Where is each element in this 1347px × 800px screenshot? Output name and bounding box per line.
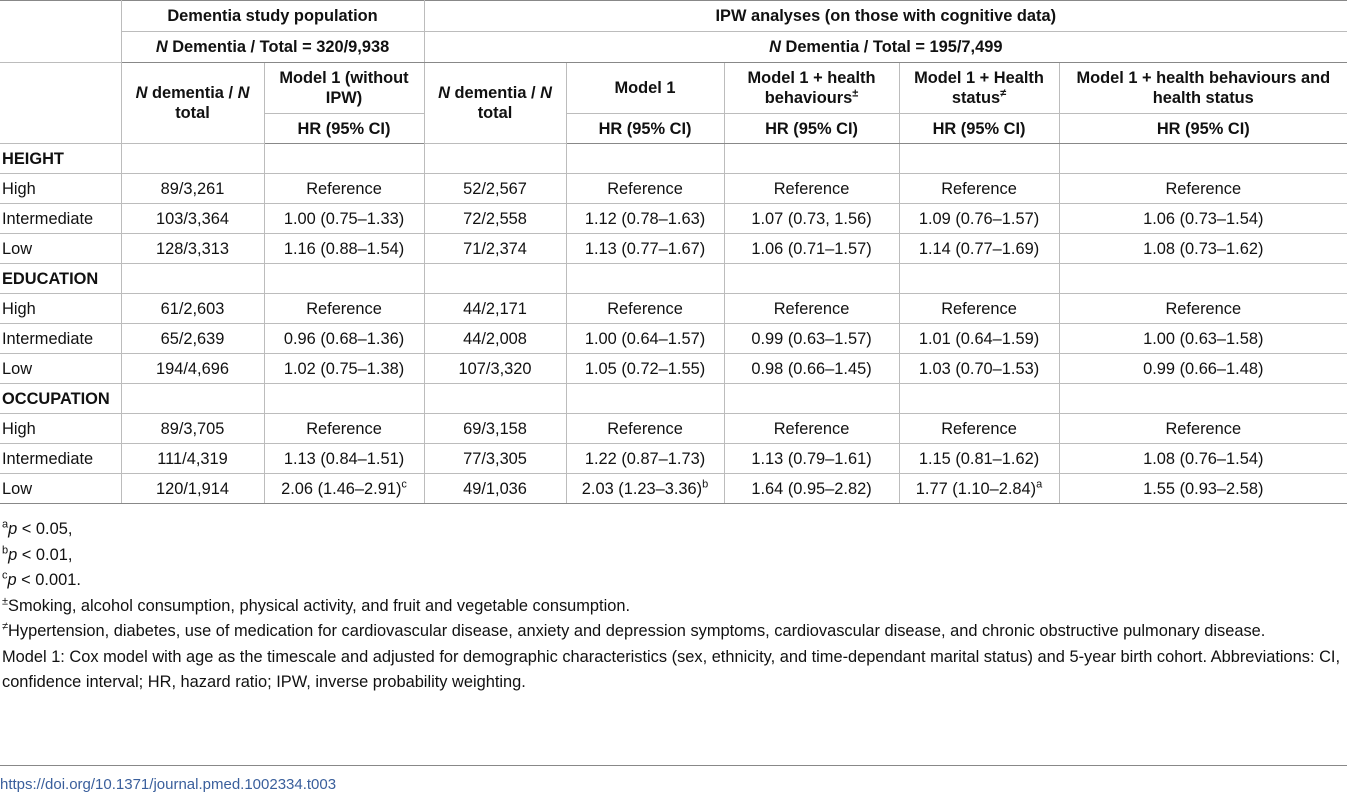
- header-group2-n: N Dementia / Total = 195/7,499: [424, 32, 1347, 63]
- cell-value: 71/2,374: [463, 239, 527, 258]
- cell-value: Reference: [941, 419, 1017, 438]
- cell-value: 1.00 (0.75–1.33): [283, 209, 405, 228]
- cell-value: 69/3,158: [463, 419, 527, 438]
- table-cell: [724, 414, 899, 444]
- empty-cell: [121, 264, 264, 294]
- cell-value: 2.03 (1.23–3.36): [581, 479, 703, 498]
- note-c: $^c$p < 0.001.: [2, 569, 81, 589]
- note-health-behaviours: ±Smoking, alcohol consumption, physical activity, and fruit and vegetable consumption.: [2, 595, 631, 615]
- row-label: High: [0, 174, 121, 204]
- cell-value: 1.64 (0.95–2.82): [751, 479, 872, 498]
- table-cell: [724, 324, 899, 354]
- hr-label-3: HR (95% CI): [724, 114, 899, 144]
- cell-value: 65/2,639: [160, 329, 225, 348]
- table-row: [0, 354, 1347, 384]
- table-cell: [264, 414, 424, 444]
- table-row: [0, 474, 1347, 504]
- table-cell: [1059, 474, 1347, 504]
- cell-value: Reference: [773, 419, 850, 438]
- cell-value: Reference: [607, 299, 683, 318]
- empty-cell: [121, 144, 264, 174]
- cell-value: 194/4,696: [156, 359, 229, 378]
- table-row: [0, 324, 1347, 354]
- table-cell: [264, 324, 424, 354]
- row-label: Low: [0, 474, 121, 504]
- table-cell: [724, 354, 899, 384]
- section-row: [0, 384, 1347, 414]
- table-cell: [724, 174, 899, 204]
- header-blank: [0, 1, 121, 63]
- cell-value: 1.13 (0.79–1.61): [751, 449, 872, 468]
- empty-cell: [1059, 384, 1347, 414]
- cell-value: 44/2,171: [463, 299, 527, 318]
- col-ndem-1: N dementia / N total: [121, 63, 264, 144]
- table-cell: [121, 204, 264, 234]
- table-cell: [1059, 294, 1347, 324]
- row-label: Intermediate: [0, 324, 121, 354]
- col-ndem-2: N dementia / N total: [424, 63, 566, 144]
- table-cell: [264, 474, 424, 504]
- empty-cell: [566, 144, 724, 174]
- hr-label-5: HR (95% CI): [1059, 114, 1347, 144]
- hr-label-1: HR (95% CI): [264, 114, 424, 144]
- table-row: [0, 444, 1347, 474]
- table-cell: [566, 324, 724, 354]
- table-cell: [424, 174, 566, 204]
- cell-value: 107/3,320: [458, 359, 532, 378]
- empty-cell: [566, 384, 724, 414]
- table-cell: [1059, 354, 1347, 384]
- cell-value: Reference: [306, 299, 382, 318]
- header-group2: IPW analyses (on those with cognitive data): [424, 1, 1347, 32]
- table-cell: [899, 294, 1059, 324]
- header-blank-2: [0, 63, 121, 144]
- cell-value: 1.12 (0.78–1.63): [584, 209, 706, 228]
- table-cell: [566, 414, 724, 444]
- cell-value: Reference: [941, 299, 1017, 318]
- row-label: Intermediate: [0, 444, 121, 474]
- cell-value: Reference: [941, 179, 1017, 198]
- cell-value: 77/3,305: [463, 449, 527, 468]
- table-cell: [424, 294, 566, 324]
- table-cell: [566, 204, 724, 234]
- table-cell: [566, 354, 724, 384]
- table-cell: [424, 414, 566, 444]
- empty-cell: [724, 384, 899, 414]
- table-cell: [1059, 204, 1347, 234]
- table-cell: [724, 204, 899, 234]
- empty-cell: [264, 384, 424, 414]
- table-cell: [264, 174, 424, 204]
- table-cell: [424, 324, 566, 354]
- table-cell: [264, 234, 424, 264]
- row-label: Low: [0, 234, 121, 264]
- empty-cell: [264, 264, 424, 294]
- cell-value: 103/3,364: [156, 209, 229, 228]
- significance-marker: c: [401, 478, 407, 491]
- empty-cell: [424, 384, 566, 414]
- hr-label-2: HR (95% CI): [566, 114, 724, 144]
- table-cell: [899, 234, 1059, 264]
- cell-value: 1.22 (0.87–1.73): [584, 449, 706, 468]
- table-cell: [424, 444, 566, 474]
- cell-value: Reference: [306, 419, 382, 438]
- table-row: [0, 414, 1347, 444]
- hr-label-4: HR (95% CI): [899, 114, 1059, 144]
- cell-value: 1.77 (1.10–2.84): [915, 479, 1037, 498]
- cell-value: 1.05 (0.72–1.55): [584, 359, 706, 378]
- table-cell: [121, 234, 264, 264]
- empty-cell: [724, 264, 899, 294]
- note-health-status: ≠Hypertension, diabetes, use of medication for cardiovascular disease, anxiety and depression symptoms, cardiovascular disease, and chronic obstructive pulmonary disease.: [2, 620, 1266, 640]
- significance-marker: b: [702, 478, 709, 491]
- note-a: $^a$p < 0.05,: [2, 518, 73, 538]
- empty-cell: [424, 264, 566, 294]
- cell-value: 1.08 (0.76–1.54): [1143, 449, 1264, 468]
- note-model1: Model 1: Cox model with age as the timescale and adjusted for demographic characteristics (sex, ethnicity, and time-dependant marital status) and 5-year birth cohort. Abbreviations: CI, confidence interval; HR, hazard ratio; IPW, inverse probability weighting.: [2, 647, 1341, 691]
- empty-cell: [1059, 144, 1347, 174]
- cell-value: 1.01 (0.64–1.59): [918, 329, 1040, 348]
- cell-value: Reference: [607, 179, 683, 198]
- table-cell: [121, 324, 264, 354]
- section-row: [0, 144, 1347, 174]
- col-model1-hb: Model 1 + health behaviours±: [724, 63, 899, 114]
- section-title: OCCUPATION: [0, 384, 121, 414]
- cell-value: 128/3,313: [156, 239, 229, 258]
- cell-value: 111/4,319: [157, 449, 228, 468]
- cell-value: 0.99 (0.66–1.48): [1143, 359, 1264, 378]
- table-cell: [899, 414, 1059, 444]
- cell-value: Reference: [773, 179, 850, 198]
- significance-marker: a: [1036, 478, 1043, 491]
- header-row-columns: [0, 63, 1347, 114]
- table-cell: [264, 294, 424, 324]
- table-cell: [566, 234, 724, 264]
- cell-value: 49/1,036: [463, 479, 527, 498]
- cell-value: 1.14 (0.77–1.69): [918, 239, 1040, 258]
- table-cell: [1059, 414, 1347, 444]
- cell-value: Reference: [1165, 299, 1242, 318]
- cell-value: 1.13 (0.77–1.67): [584, 239, 706, 258]
- cell-value: Reference: [607, 419, 683, 438]
- cell-value: Reference: [306, 179, 382, 198]
- table-cell: [424, 354, 566, 384]
- cell-value: 61/2,603: [160, 299, 225, 318]
- cell-value: 2.06 (1.46–2.91): [281, 479, 402, 498]
- cell-value: 52/2,567: [463, 179, 527, 198]
- table-cell: [724, 444, 899, 474]
- header-group1-n: N Dementia / Total = 320/9,938: [121, 32, 424, 63]
- cell-value: 44/2,008: [463, 329, 527, 348]
- cell-value: 1.15 (0.81–1.62): [918, 449, 1040, 468]
- col-model1-hs: Model 1 + Health status≠: [899, 63, 1059, 114]
- cell-value: 1.09 (0.76–1.57): [918, 209, 1040, 228]
- table-cell: [899, 204, 1059, 234]
- table-cell: [566, 444, 724, 474]
- table-cell: [899, 444, 1059, 474]
- section-title: HEIGHT: [0, 144, 121, 174]
- table-cell: [1059, 174, 1347, 204]
- table-cell: [566, 474, 724, 504]
- table-cell: [264, 204, 424, 234]
- cell-value: Reference: [1165, 419, 1242, 438]
- cell-value: 89/3,705: [160, 419, 225, 438]
- cell-value: 1.06 (0.73–1.54): [1143, 209, 1264, 228]
- cell-value: 1.06 (0.71–1.57): [751, 239, 872, 258]
- table-cell: [1059, 444, 1347, 474]
- table-row: [0, 294, 1347, 324]
- cell-value: 89/3,261: [160, 179, 225, 198]
- table-cell: [424, 234, 566, 264]
- cell-value: 1.16 (0.88–1.54): [283, 239, 405, 258]
- empty-cell: [1059, 264, 1347, 294]
- table-cell: [566, 294, 724, 324]
- cell-value: 0.99 (0.63–1.57): [751, 329, 872, 348]
- table-notes: [2, 517, 1342, 696]
- table-cell: [121, 294, 264, 324]
- cell-value: 0.96 (0.68–1.36): [283, 329, 405, 348]
- table-cell: [121, 354, 264, 384]
- section-title: EDUCATION: [0, 264, 121, 294]
- empty-cell: [566, 264, 724, 294]
- doi-link[interactable]: https://doi.org/10.1371/journal.pmed.1002334.t003: [0, 765, 1347, 793]
- row-label: Low: [0, 354, 121, 384]
- cell-value: 120/1,914: [156, 479, 229, 498]
- header-row-groups: [0, 1, 1347, 32]
- cell-value: 1.13 (0.84–1.51): [283, 449, 405, 468]
- col-model1-noipw: Model 1 (without IPW): [264, 63, 424, 114]
- table-cell: [121, 474, 264, 504]
- table-cell: [724, 474, 899, 504]
- cell-value: 72/2,558: [463, 209, 527, 228]
- empty-cell: [424, 144, 566, 174]
- cell-value: 1.08 (0.73–1.62): [1143, 239, 1264, 258]
- table-cell: [899, 324, 1059, 354]
- table-cell: [121, 174, 264, 204]
- table-cell: [121, 414, 264, 444]
- cell-value: 1.00 (0.64–1.57): [584, 329, 706, 348]
- cell-value: 1.07 (0.73, 1.56): [751, 209, 872, 228]
- table-cell: [1059, 324, 1347, 354]
- cell-value: 1.03 (0.70–1.53): [918, 359, 1040, 378]
- table-row: [0, 174, 1347, 204]
- section-row: [0, 264, 1347, 294]
- table-cell: [1059, 234, 1347, 264]
- cell-value: 1.00 (0.63–1.58): [1143, 329, 1264, 348]
- row-label: High: [0, 414, 121, 444]
- empty-cell: [899, 384, 1059, 414]
- col-model1: Model 1: [566, 63, 724, 114]
- header-row-n: [0, 32, 1347, 63]
- note-b: $^b$p < 0.01,: [2, 544, 73, 564]
- table-cell: [424, 474, 566, 504]
- empty-cell: [899, 144, 1059, 174]
- empty-cell: [121, 384, 264, 414]
- row-label: Intermediate: [0, 204, 121, 234]
- row-label: High: [0, 294, 121, 324]
- table-cell: [264, 444, 424, 474]
- table-cell: [899, 174, 1059, 204]
- table-cell: [724, 294, 899, 324]
- table-cell: [566, 174, 724, 204]
- table-cell: [899, 474, 1059, 504]
- table-row: [0, 234, 1347, 264]
- empty-cell: [899, 264, 1059, 294]
- cell-value: 1.02 (0.75–1.38): [283, 359, 405, 378]
- table-cell: [424, 204, 566, 234]
- cell-value: 1.55 (0.93–2.58): [1143, 479, 1264, 498]
- table-cell: [899, 354, 1059, 384]
- col-model1-all: Model 1 + health behaviours and health status: [1059, 63, 1347, 114]
- header-group1: Dementia study population: [121, 1, 424, 32]
- table-cell: [121, 444, 264, 474]
- cell-value: 0.98 (0.66–1.45): [751, 359, 872, 378]
- cell-value: Reference: [773, 299, 850, 318]
- table-row: [0, 204, 1347, 234]
- table-cell: [724, 234, 899, 264]
- table-cell: [264, 354, 424, 384]
- cell-value: Reference: [1165, 179, 1242, 198]
- empty-cell: [264, 144, 424, 174]
- empty-cell: [724, 144, 899, 174]
